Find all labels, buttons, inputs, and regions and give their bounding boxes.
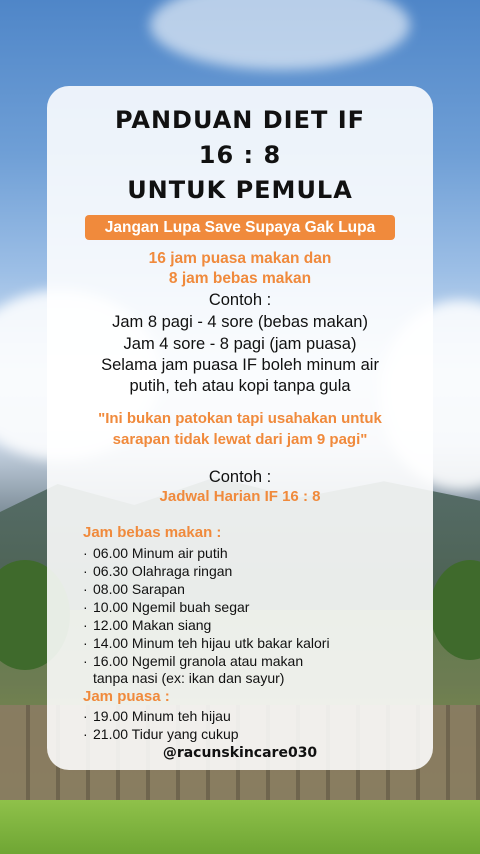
title-line-3: UNTUK PEMULA <box>127 176 353 204</box>
example-label-1: Contoh : <box>208 291 272 309</box>
schedule-item-continued: tanpa nasi (ex: ikan dan sayur) <box>93 670 285 686</box>
save-reminder-badge: Jangan Lupa Save Supaya Gak Lupa <box>85 215 395 240</box>
title-line-1: PANDUAN DIET IF <box>114 106 366 134</box>
schedule-item: · 06.00 Minum air putih <box>83 545 228 561</box>
fasting-window-heading: Jam puasa : <box>83 688 170 705</box>
example-line-4: putih, teh atau kopi tanpa gula <box>129 377 351 395</box>
schedule-title: Jadwal Harian IF 16 : 8 <box>159 488 321 505</box>
cloud <box>150 0 410 70</box>
example-label-2: Contoh : <box>208 468 272 486</box>
title-line-2: 16 : 8 <box>198 141 282 169</box>
example-line-2: Jam 4 sore - 8 pagi (jam puasa) <box>123 335 357 353</box>
schedule-item: · 08.00 Sarapan <box>83 581 185 597</box>
author-handle: @racunskincare030 <box>162 745 318 761</box>
schedule-item: · 21.00 Tidur yang cukup <box>83 726 239 742</box>
schedule-item: · 19.00 Minum teh hijau <box>83 708 231 724</box>
info-card <box>47 86 433 770</box>
schedule-item: · 12.00 Makan siang <box>83 617 212 633</box>
quote-line-1: "Ini bukan patokan tapi usahakan untuk <box>98 410 382 427</box>
schedule-item: · 06.30 Olahraga ringan <box>83 563 233 579</box>
schedule-item: · 16.00 Ngemil granola atau makan <box>83 653 304 669</box>
example-line-3: Selama jam puasa IF boleh minum air <box>101 356 379 374</box>
schedule-item: · 14.00 Minum teh hijau utk bakar kalori <box>83 635 330 651</box>
intro-line-1: 16 jam puasa makan dan <box>148 250 332 267</box>
intro-line-2: 8 jam bebas makan <box>168 270 312 287</box>
grass <box>0 800 480 854</box>
eating-window-heading: Jam bebas makan : <box>83 524 222 541</box>
schedule-item: · 10.00 Ngemil buah segar <box>83 599 250 615</box>
quote-line-2: sarapan tidak lewat dari jam 9 pagi" <box>112 431 368 448</box>
example-line-1: Jam 8 pagi - 4 sore (bebas makan) <box>112 313 368 331</box>
